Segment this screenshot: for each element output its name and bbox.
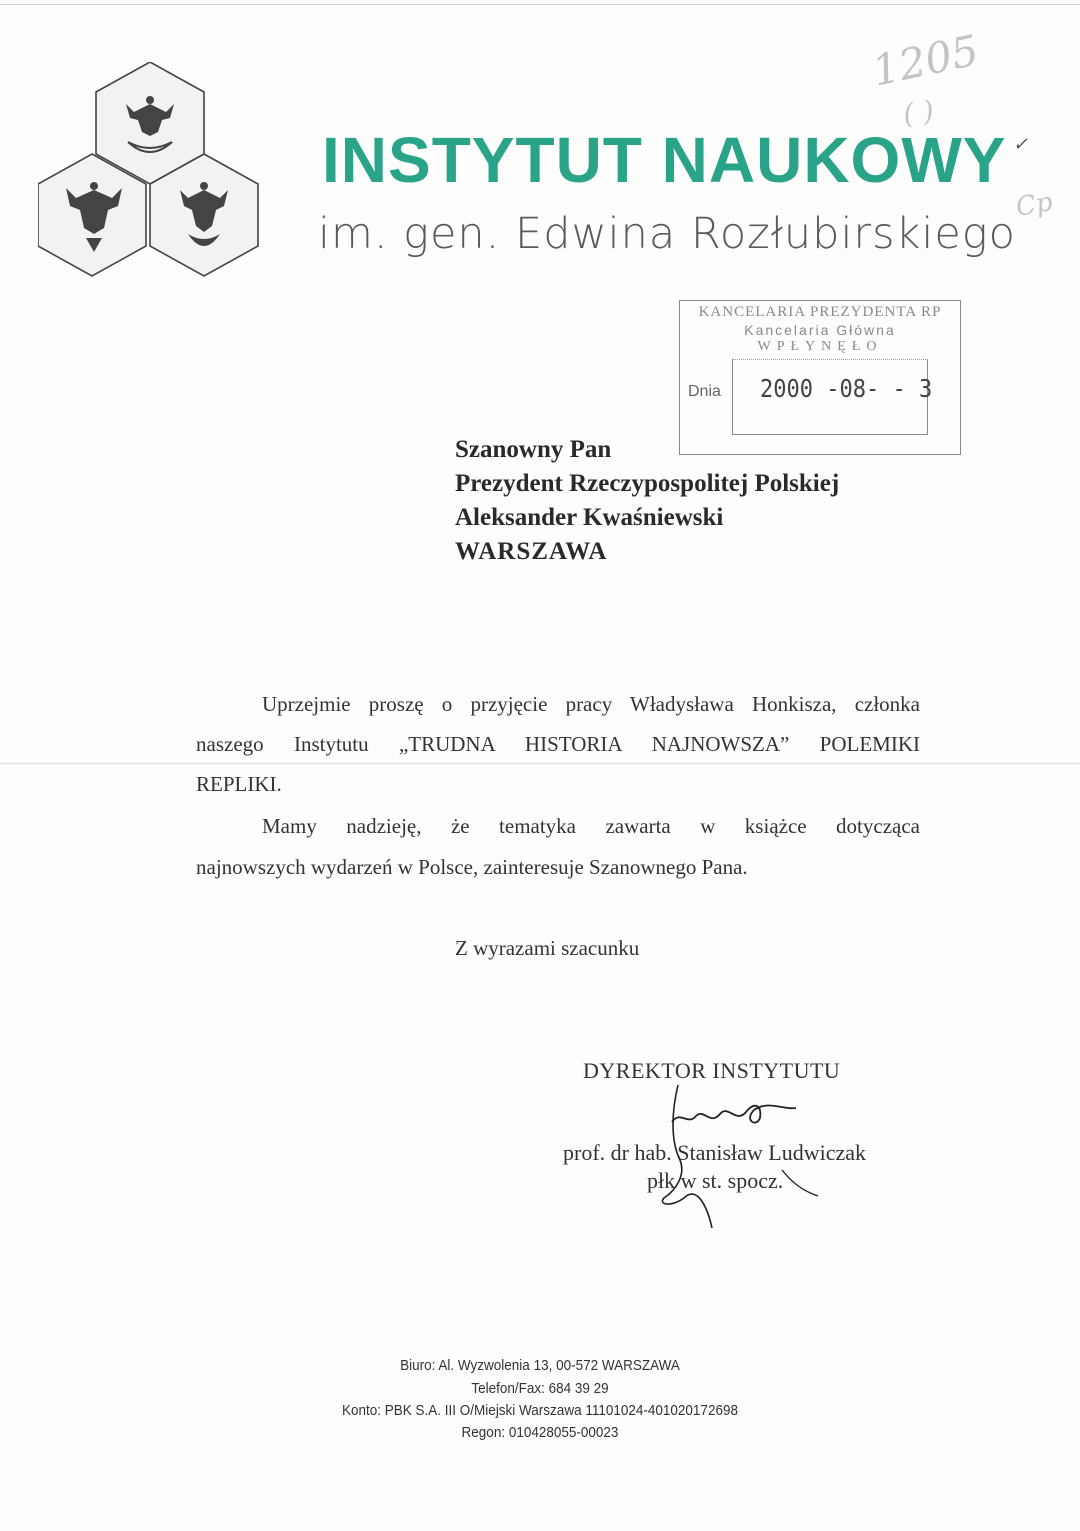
body-paragraph-2-line-2: najnowszych wydarzeń w Polsce, zainteresuje Szanownego Pana. [196, 855, 748, 879]
stamp-date-value: 2000 -08- - 3 [760, 375, 933, 404]
signatory-rank: płk w st. spocz. [647, 1168, 784, 1193]
recipient-name: Aleksander Kwaśniewski [455, 504, 724, 531]
check-mark-icon: ✓ [1013, 134, 1029, 155]
institute-patron: im. gen. Edwina Rozłubirskiego [318, 209, 1016, 259]
body-paragraph-1-line-1: Uprzejmie proszę o przyjęcie pracy Władysława Honkisza, członka [262, 692, 920, 716]
footer-account: Konto: PBK S.A. III O/Miejski Warszawa 11101024-401020172698 [342, 1402, 738, 1419]
handwritten-number: 1205 [868, 25, 983, 96]
body-paragraph-1-line-3: REPLIKI. [196, 772, 282, 796]
page-top-edge [0, 4, 1080, 5]
recipient-title: Prezydent Rzeczypospolitej Polskiej [455, 470, 840, 497]
recipient-city: WARSZAWA [455, 538, 608, 565]
handwritten-signature [650, 1080, 830, 1230]
stamp-department: Kancelaria Główna [744, 322, 896, 338]
received-stamp [679, 300, 961, 455]
footer-regon: Regon: 010428055-00023 [461, 1424, 619, 1441]
institute-logo [38, 62, 308, 282]
footer-phone: Telefon/Fax: 684 39 29 [471, 1380, 609, 1397]
footer-address: Biuro: Al. Wyzwolenia 13, 00-572 WARSZAWA [400, 1357, 680, 1374]
signatory-name: prof. dr hab. Stanisław Ludwiczak [563, 1140, 867, 1165]
fold-line [0, 763, 1080, 764]
stamp-office: KANCELARIA PREZYDENTA RP [698, 304, 942, 320]
recipient-salutation: Szanowny Pan [455, 436, 612, 463]
stamp-date-label: Dnia [688, 383, 721, 400]
handwritten-note: ( ) [900, 94, 936, 131]
body-paragraph-2-line-1: Mamy nadzieję, że tematyka zawarta w książce dotycząca [262, 814, 920, 838]
signatory-role: DYREKTOR INSTYTUTU [583, 1058, 841, 1083]
closing-phrase: Z wyrazami szacunku [455, 936, 640, 960]
stamp-received: WPŁYNĘŁO [757, 339, 883, 354]
handwritten-mark: Cp [1013, 187, 1055, 223]
body-paragraph-1-line-2: naszego Instytutu „TRUDNA HISTORIA NAJNOWSZA” POLEMIKI [196, 732, 920, 756]
institute-name: INSTYTUT NAUKOWY [322, 124, 1007, 196]
